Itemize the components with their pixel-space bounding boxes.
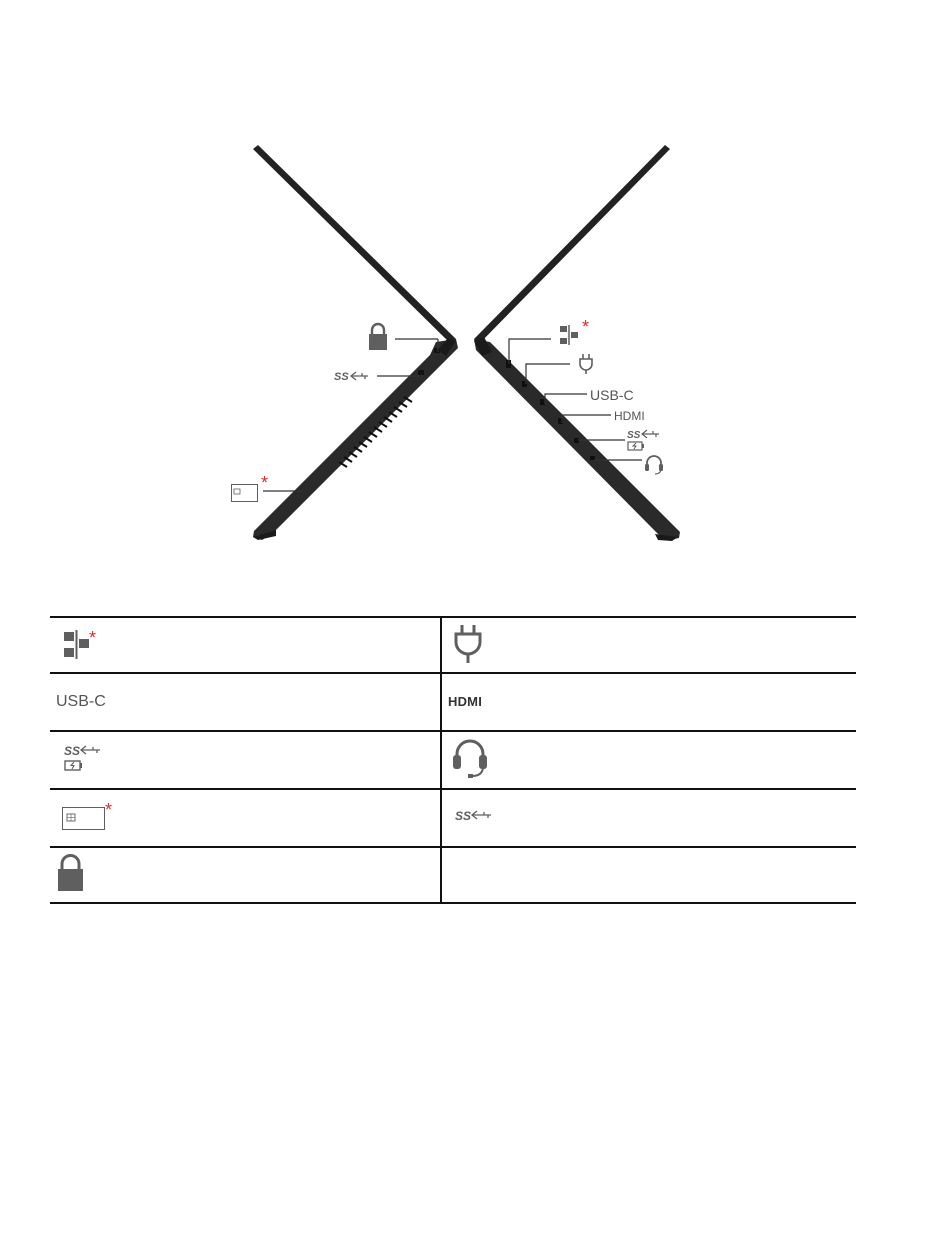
left-laptop-vents — [339, 397, 412, 467]
table-row — [50, 673, 856, 731]
lock-callout — [369, 324, 438, 352]
port-legend-table — [50, 616, 856, 904]
left-laptop — [253, 145, 458, 540]
table-cell-hdmi — [441, 673, 856, 731]
left-laptop-base — [253, 339, 458, 540]
usb-c-callout-label: USB-C — [590, 387, 634, 403]
smart-card-icon — [56, 799, 126, 833]
ethernet-asterisk: * — [582, 317, 590, 337]
right-laptop — [474, 145, 680, 541]
usb-ss-charging-icon — [627, 430, 659, 450]
table-cell-usb-c — [50, 673, 441, 731]
svg-text:SS: SS — [455, 808, 472, 823]
power-plug-icon — [580, 354, 592, 374]
lock-icon — [56, 851, 96, 895]
usb-ss-icon — [448, 801, 508, 831]
usb-ss-charging-icon — [56, 741, 116, 775]
svg-text:SS: SS — [334, 371, 349, 383]
laptop-side-views-figure — [0, 0, 950, 600]
lock-icon — [369, 324, 387, 350]
table-cell-usb-ss-charging — [50, 731, 441, 789]
smart-card-asterisk: * — [105, 799, 113, 820]
headset-icon — [448, 736, 492, 780]
table-row — [50, 731, 856, 789]
hdmi-callout — [562, 409, 645, 423]
table-cell-power — [441, 617, 856, 673]
ethernet-icon — [56, 626, 106, 660]
table-cell-ethernet — [50, 617, 441, 673]
power-callout — [526, 354, 592, 384]
ethernet-callout — [509, 317, 589, 364]
right-laptop-lid — [474, 145, 670, 345]
ethernet-icon — [560, 325, 578, 345]
usb-c-callout — [545, 387, 634, 404]
table-row — [50, 789, 856, 847]
table-cell-lock — [50, 847, 441, 903]
table-row — [50, 847, 856, 903]
usb-c-label: USB-C — [56, 693, 106, 710]
smart-card-asterisk: * — [261, 473, 269, 493]
smart-card-icon — [232, 485, 258, 502]
svg-text:SS: SS — [64, 743, 81, 758]
table-cell-headset — [441, 731, 856, 789]
power-plug-icon — [448, 621, 488, 665]
table-row — [50, 617, 856, 673]
ethernet-asterisk: * — [89, 627, 97, 648]
svg-text:SS: SS — [627, 430, 641, 441]
usb-ss-icon — [334, 371, 368, 383]
table-cell-smart-card — [50, 789, 441, 847]
table-cell-usb-ss — [441, 789, 856, 847]
headset-icon — [645, 456, 663, 474]
hdmi-callout-label: HDMI — [614, 409, 645, 423]
left-laptop-lid — [253, 145, 456, 345]
table-cell-empty — [441, 847, 856, 903]
hdmi-label: HDMI — [448, 694, 483, 709]
